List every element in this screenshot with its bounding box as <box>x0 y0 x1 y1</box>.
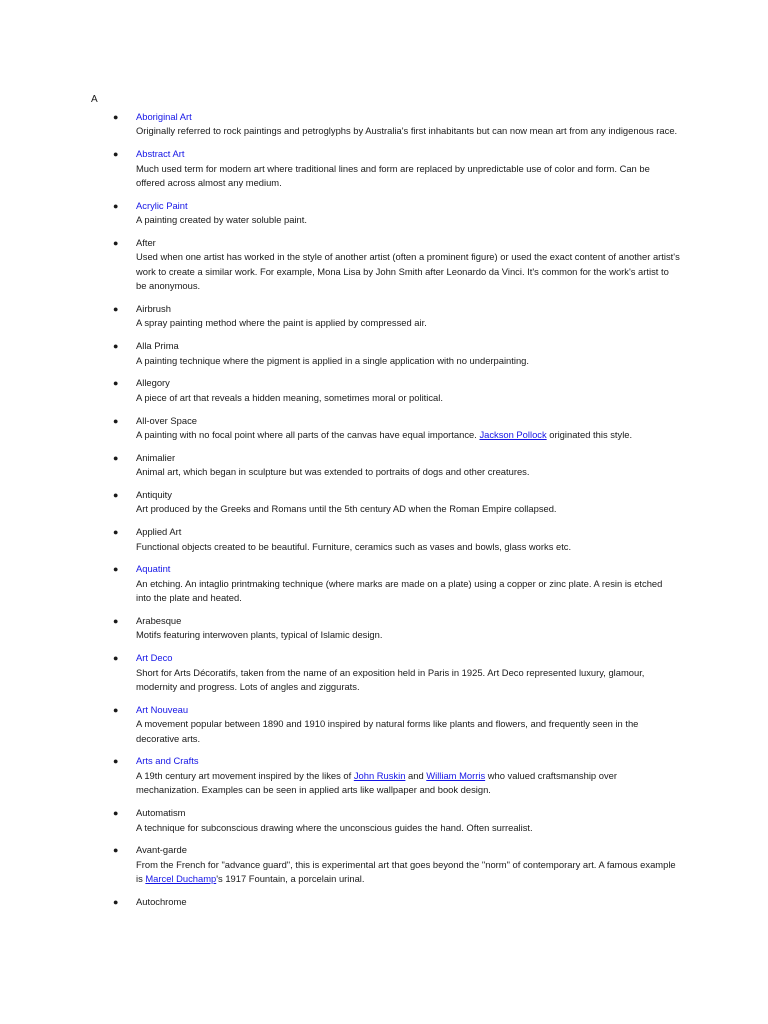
list-item <box>0 806 768 835</box>
term-label-alla-prima: Alla Prima <box>136 340 179 352</box>
term-link-arts-and-crafts[interactable]: Arts and Crafts <box>136 755 199 767</box>
definition-text-segment: 's 1917 Fountain, a porcelain urinal. <box>216 873 365 885</box>
definition-text-segment: originated this style. <box>546 429 633 441</box>
definition-text <box>136 428 680 442</box>
bullet-icon: ● <box>113 808 119 819</box>
definition-text: Short for Arts Décoratifs, taken from the name of an exposition held in Paris in 1925. Art Deco represented luxury, glamour, modernity and progress. Lots of angles and ziggurats. <box>136 666 645 693</box>
list-item <box>0 147 768 190</box>
list-item <box>0 703 768 746</box>
definition-text: Much used term for modern art where traditional lines and form are replaced by unpredictable use of color and form. Can be offered across almost any medium. <box>136 162 650 189</box>
term-label-avant-garde: Avant-garde <box>136 844 187 856</box>
bullet-icon: ● <box>113 564 119 575</box>
term-link-aquatint[interactable]: Aquatint <box>136 563 171 575</box>
definition-text: An etching. An intaglio printmaking technique (where marks are made on a plate) using a copper or zinc plate. A resin is etched into the plate and heated. <box>136 577 663 604</box>
term-link-aboriginal-art[interactable]: Aboriginal Art <box>136 111 192 122</box>
bullet-icon: ● <box>113 527 119 538</box>
definition-text: A painting created by water soluble paint. <box>136 214 307 226</box>
jackson-pollock-link[interactable]: Jackson Pollock <box>479 429 547 441</box>
list-item <box>0 614 768 643</box>
bullet-icon: ● <box>113 452 119 463</box>
definition-text-segment: From the French for "advance guard", this is experimental art that goes beyond the "norm" of contemporary art. A famous example is <box>136 858 676 885</box>
list-item <box>0 376 768 405</box>
list-item <box>0 451 768 480</box>
list-item <box>0 843 768 886</box>
definition-text <box>136 858 680 887</box>
definition-text: A technique for subconscious drawing where the unconscious guides the hand. Often surrealist. <box>136 821 533 833</box>
term-label-animalier: Animalier <box>136 451 176 463</box>
bullet-icon: ● <box>113 616 119 627</box>
definition-text: Motifs featuring interwoven plants, typical of Islamic design. <box>136 629 383 641</box>
term-link-art-deco[interactable]: Art Deco <box>136 652 173 664</box>
list-item <box>0 651 768 694</box>
bullet-icon: ● <box>113 653 119 664</box>
definition-text-segment: who valued craftsmanship over mechanization. Examples can be seen in applied arts like wallpaper and book design. <box>136 769 617 796</box>
term-label-airbrush: Airbrush <box>136 303 171 315</box>
marcel-duchamp-link[interactable]: Marcel Duchamp <box>145 873 217 885</box>
definition-text: A movement popular between 1890 and 1910 inspired by natural forms like plants and flowers, and frequently seen in the decorative arts. <box>136 718 639 744</box>
bullet-icon: ● <box>113 845 119 856</box>
term-label-allegory: Allegory <box>136 377 170 389</box>
bullet-icon: ● <box>113 896 119 907</box>
bullet-icon: ● <box>113 238 119 249</box>
list-item <box>0 302 768 331</box>
bullet-icon: ● <box>113 378 119 389</box>
term-link-abstract-art[interactable]: Abstract Art <box>136 148 185 160</box>
list-item <box>0 199 768 228</box>
bullet-icon: ● <box>113 415 119 426</box>
list-item <box>0 895 768 909</box>
definition-text: Animal art, which began in sculpture but was extended to portraits of dogs and other creatures. <box>136 466 530 478</box>
list-item <box>0 414 768 443</box>
list-item <box>0 236 768 294</box>
term-link-art-nouveau[interactable]: Art Nouveau <box>136 703 189 715</box>
term-label-antiquity: Antiquity <box>136 489 172 501</box>
bullet-icon: ● <box>113 112 119 122</box>
term-label-all-over-space: All-over Space <box>136 414 197 426</box>
definition-text: Functional objects created to be beautiful. Furniture, ceramics such as vases and bowls, glass works etc. <box>136 540 572 552</box>
list-item <box>0 754 768 797</box>
definition-text: A piece of art that reveals a hidden meaning, sometimes moral or political. <box>136 391 443 403</box>
term-link-acrylic-paint[interactable]: Acrylic Paint <box>136 199 188 211</box>
william-morris-link[interactable]: William Morris <box>426 769 486 781</box>
definition-text-segment: and <box>405 769 427 781</box>
list-item <box>0 110 768 139</box>
bullet-icon: ● <box>113 490 119 501</box>
definition-text <box>136 769 680 798</box>
glossary-list <box>0 110 768 918</box>
bullet-icon: ● <box>113 756 119 767</box>
list-item <box>0 525 768 554</box>
john-ruskin-link[interactable]: John Ruskin <box>353 769 406 781</box>
definition-text: Art produced by the Greeks and Romans until the 5th century AD when the Roman Empire collapsed. <box>136 503 557 515</box>
bullet-icon: ● <box>113 704 119 715</box>
term-label-applied-art: Applied Art <box>136 526 182 538</box>
term-label-autochrome: Autochrome <box>136 895 187 907</box>
definition-text: A painting technique where the pigment is applied in a single application with no underpainting. <box>136 354 529 366</box>
definition-text-segment: A painting with no focal point where all parts of the canvas have equal importance. <box>136 429 480 441</box>
definition-text: A spray painting method where the paint is applied by compressed air. <box>136 317 427 329</box>
bullet-icon: ● <box>113 341 119 352</box>
definition-text: Originally referred to rock paintings and petroglyphs by Australia's first inhabitants but can now mean art from any indigenous race. <box>136 125 678 137</box>
term-label-arabesque: Arabesque <box>136 615 182 627</box>
list-item <box>0 339 768 368</box>
definition-text: Used when one artist has worked in the style of another artist (often a prominent figure) or used the exact content of another artist's work to create a similar work. For example, Mona Lisa by John Smith after Leonardo da Vinci. It's common for the work's artist to be anonymous. <box>136 251 680 292</box>
bullet-icon: ● <box>113 200 119 211</box>
list-item <box>0 562 768 605</box>
bullet-icon: ● <box>113 149 119 160</box>
bullet-icon: ● <box>113 304 119 315</box>
list-item <box>0 488 768 517</box>
term-label-after: After <box>136 237 156 249</box>
term-label-automatism: Automatism <box>136 807 186 819</box>
definition-text-segment: A 19th century art movement inspired by the likes of <box>136 769 354 781</box>
section-letter-heading: A <box>91 94 98 105</box>
